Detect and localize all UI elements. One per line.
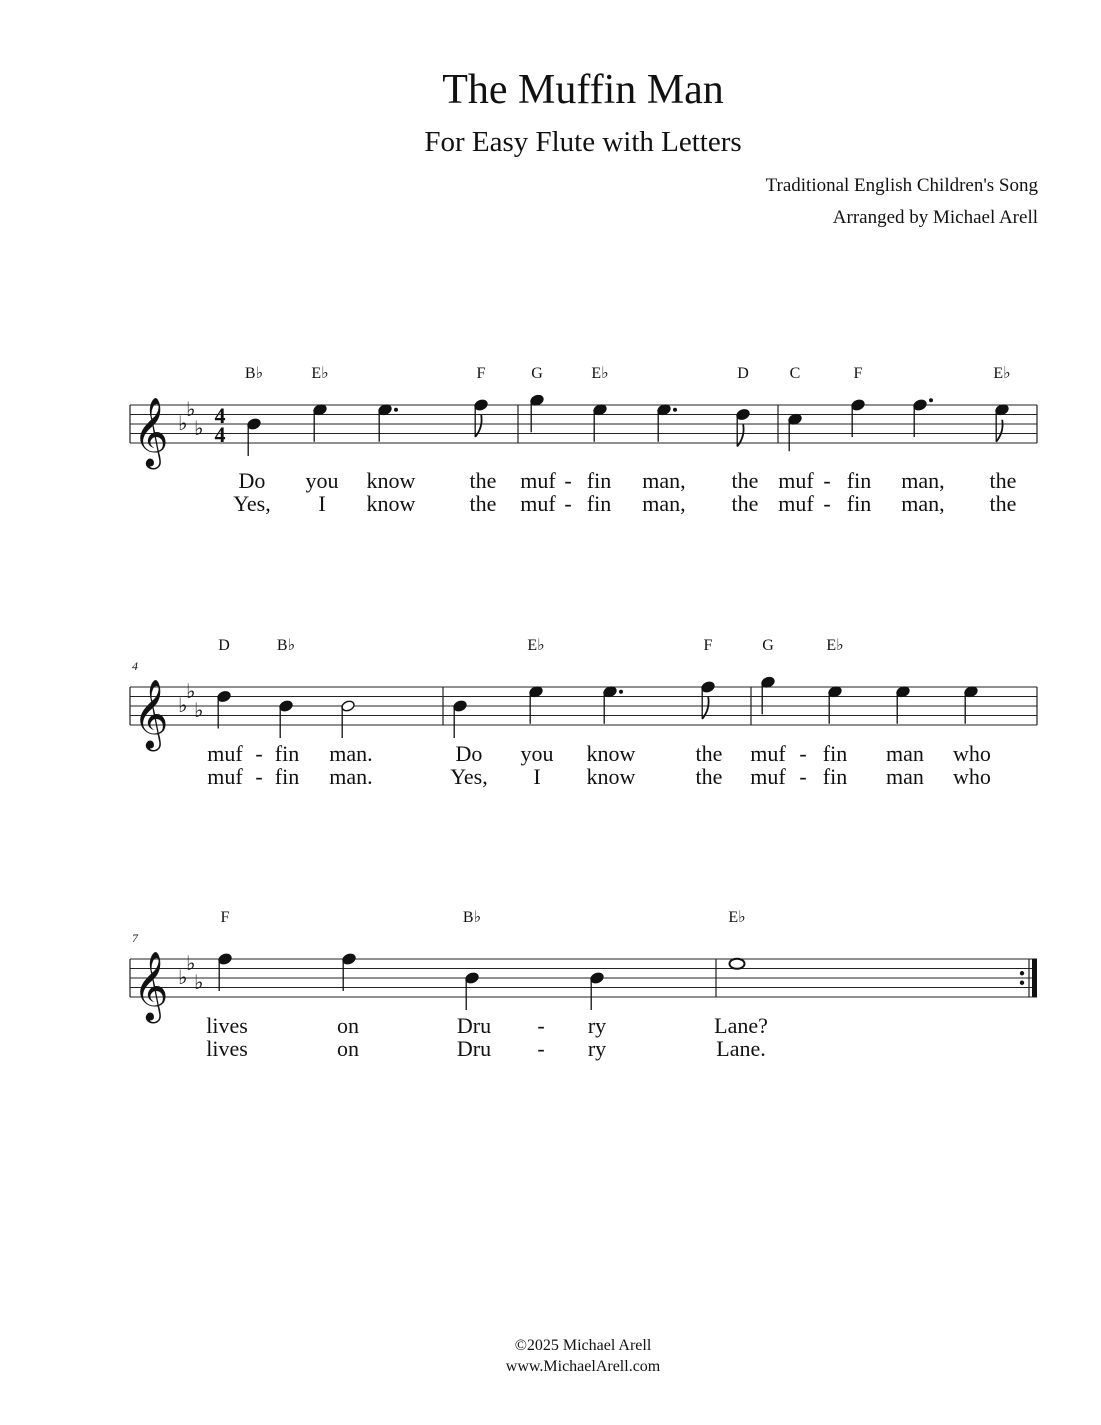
- lyric-verse-1: who: [953, 741, 991, 766]
- note-letter: B♭: [276, 637, 296, 654]
- lyric-verse-1: fin: [586, 468, 612, 493]
- note-letter: F: [220, 909, 230, 926]
- lyric-verse-2: I: [533, 764, 541, 789]
- lyric-verse-1: you: [520, 741, 554, 766]
- augmentation-dot: [673, 408, 677, 412]
- note-letter: F: [476, 365, 486, 382]
- flat-icon: ♭: [194, 697, 204, 722]
- augmentation-dot: [394, 408, 398, 412]
- lyric-verse-2: man.: [329, 764, 373, 789]
- lyric-verse-2: -: [537, 1036, 545, 1061]
- note-letter: E♭: [311, 365, 329, 382]
- lyric-verse-2: the: [695, 764, 723, 789]
- lyric-verse-2: muf: [750, 764, 786, 789]
- lyric-verse-2: ry: [587, 1036, 607, 1061]
- note-letter: E♭: [527, 637, 545, 654]
- song-title: The Muffin Man: [442, 67, 724, 113]
- repeat-dot: [1020, 971, 1024, 975]
- lyric-verse-1: -: [255, 741, 263, 766]
- lyric-verse-2: Dru: [456, 1036, 492, 1061]
- lyric-verse-2: the: [989, 491, 1017, 516]
- lyric-verse-1: the: [695, 741, 723, 766]
- lyric-verse-1: you: [305, 468, 339, 493]
- lyric-verse-2: -: [255, 764, 263, 789]
- lyric-verse-1: muf: [778, 468, 814, 493]
- lyric-verse-2: who: [953, 764, 991, 789]
- lyric-verse-1: man.: [329, 741, 373, 766]
- lyric-verse-1: the: [731, 468, 759, 493]
- lyric-verse-2: fin: [274, 764, 300, 789]
- lyric-verse-2: muf: [207, 764, 243, 789]
- flat-icon: ♭: [186, 678, 196, 703]
- lyric-verse-1: fin: [822, 741, 848, 766]
- note-letter: E♭: [728, 909, 746, 926]
- augmentation-dot: [929, 398, 933, 402]
- measure-number: 7: [132, 931, 138, 945]
- lyric-verse-1: man: [886, 741, 924, 766]
- lyric-verse-2: muf: [778, 491, 814, 516]
- lyric-verse-2: muf: [520, 491, 556, 516]
- lyric-verse-2: man: [886, 764, 924, 789]
- lyric-verse-1: Do: [455, 741, 483, 766]
- note-letter: D: [737, 365, 749, 382]
- flat-icon: ♭: [186, 396, 196, 421]
- lyric-verse-1: Lane?: [714, 1013, 768, 1038]
- treble-clef-icon: 𝄞: [133, 397, 169, 467]
- lyric-verse-2: man,: [901, 491, 945, 516]
- lyric-verse-1: man,: [642, 468, 686, 493]
- note-letter: B♭: [244, 365, 264, 382]
- note-letter: F: [853, 365, 863, 382]
- note-letter: E♭: [993, 365, 1011, 382]
- treble-clef-icon: 𝄞: [133, 951, 169, 1021]
- lyric-verse-1: Do: [238, 468, 266, 493]
- lyric-verse-1: fin: [274, 741, 300, 766]
- lyric-verse-2: know: [586, 764, 636, 789]
- lyric-verse-2: -: [564, 491, 572, 516]
- flat-icon: ♭: [178, 693, 188, 717]
- repeat-barline-thick: [1032, 959, 1037, 997]
- lyric-verse-1: the: [469, 468, 497, 493]
- lyric-verse-1: know: [586, 741, 636, 766]
- time-signature-top: 4: [214, 403, 226, 428]
- lyric-verse-2: Yes,: [450, 764, 488, 789]
- copyright-notice: ©2025 Michael Arell: [514, 1337, 652, 1354]
- lyric-verse-1: muf: [520, 468, 556, 493]
- lyric-verse-1: ry: [587, 1013, 607, 1038]
- lyric-verse-1: muf: [750, 741, 786, 766]
- treble-clef-icon: 𝄞: [133, 679, 169, 749]
- lyric-verse-2: the: [731, 491, 759, 516]
- note-letter: G: [762, 637, 774, 654]
- lyric-verse-1: -: [823, 468, 831, 493]
- lyric-verse-2: -: [823, 491, 831, 516]
- flat-icon: ♭: [194, 415, 204, 440]
- lyric-verse-1: Dru: [456, 1013, 492, 1038]
- lyric-verse-2: -: [799, 764, 807, 789]
- repeat-dot: [1020, 981, 1024, 985]
- flat-icon: ♭: [178, 411, 188, 435]
- note-head: [730, 959, 745, 969]
- lyric-verse-1: man,: [901, 468, 945, 493]
- lyric-verse-1: -: [799, 741, 807, 766]
- lyric-verse-2: know: [366, 491, 416, 516]
- note-letter: F: [703, 637, 713, 654]
- note-letter: B♭: [462, 909, 482, 926]
- arranger-credit: Arranged by Michael Arell: [832, 207, 1038, 228]
- lyric-verse-2: man,: [642, 491, 686, 516]
- note-flag: [996, 420, 1002, 442]
- lyric-verse-2: lives: [206, 1036, 248, 1061]
- lyric-verse-1: fin: [846, 468, 872, 493]
- time-signature-bottom: 4: [214, 422, 226, 447]
- measure-number: 4: [132, 659, 138, 673]
- lyric-verse-1: -: [564, 468, 572, 493]
- lyric-verse-2: fin: [846, 491, 872, 516]
- lyric-verse-1: on: [337, 1013, 359, 1038]
- lyric-verse-2: Yes,: [233, 491, 271, 516]
- lyric-verse-2: fin: [822, 764, 848, 789]
- composer-credit: Traditional English Children's Song: [765, 175, 1038, 196]
- lyric-verse-1: muf: [207, 741, 243, 766]
- note-letter: D: [218, 637, 230, 654]
- flat-icon: ♭: [186, 950, 196, 975]
- lyric-verse-1: lives: [206, 1013, 248, 1038]
- augmentation-dot: [619, 690, 623, 694]
- lyric-verse-2: the: [469, 491, 497, 516]
- note-letter: C: [789, 365, 801, 382]
- lyric-verse-2: I: [318, 491, 326, 516]
- song-subtitle: For Easy Flute with Letters: [424, 126, 742, 158]
- lyric-verse-1: -: [537, 1013, 545, 1038]
- flat-icon: ♭: [194, 969, 204, 994]
- note-letter: E♭: [591, 365, 609, 382]
- lyric-verse-1: know: [366, 468, 416, 493]
- lyric-verse-2: fin: [586, 491, 612, 516]
- lyric-verse-1: the: [989, 468, 1017, 493]
- flat-icon: ♭: [178, 965, 188, 989]
- note-letter: G: [531, 365, 543, 382]
- website-link: www.MichaelArell.com: [505, 1358, 661, 1375]
- note-letter: E♭: [826, 637, 844, 654]
- lyric-verse-2: Lane.: [716, 1036, 766, 1061]
- lyric-verse-2: on: [337, 1036, 359, 1061]
